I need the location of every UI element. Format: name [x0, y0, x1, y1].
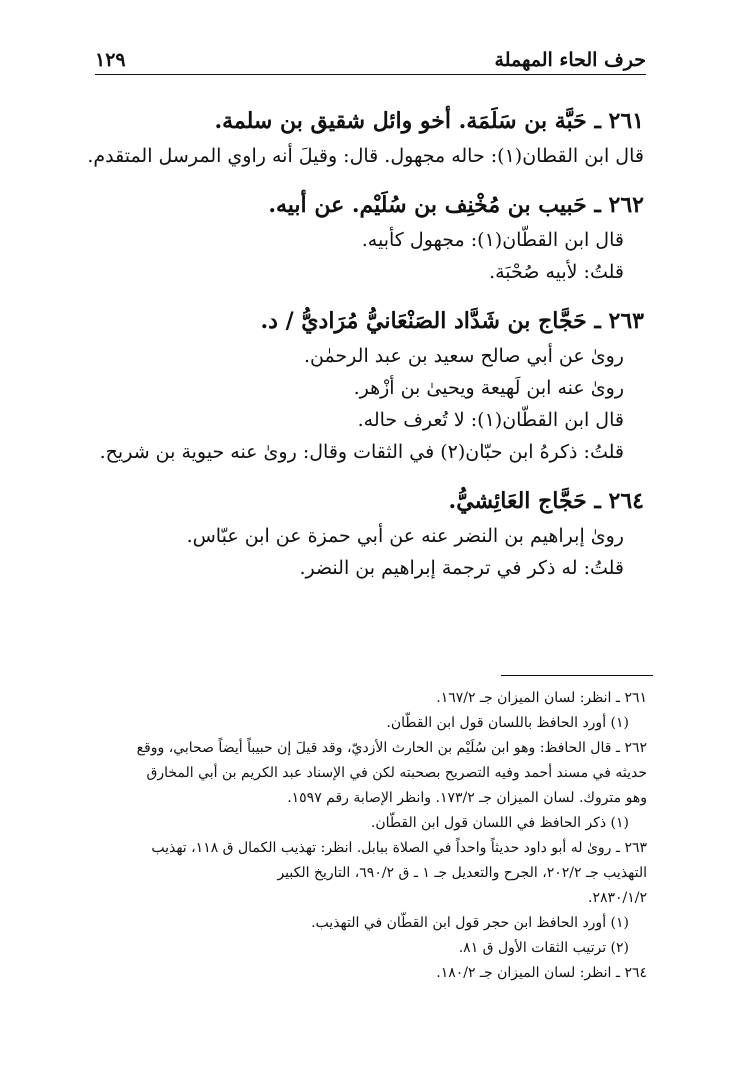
footnote-divider — [501, 675, 653, 676]
footnote: ٢٨٣٠/١/٢. — [587, 890, 647, 906]
entry-line: قال ابن القطان(١): حاله مجهول. قال: وقيلَ أنه راوي المرسل المتقدم. — [87, 145, 644, 167]
footnote: ٢٦٤ ـ انظر: لسان الميزان جـ ١٨٠/٢. — [436, 965, 647, 981]
footnote: التهذيب جـ ٢٠٢/٢، الجرح والتعديل جـ ١ ـ ق ٦٩٠/٢، التاريخ الكبير — [277, 865, 647, 881]
entry-title: ٢٦١ ـ حَبَّة بن سَلَمَة. أخو وائل شقيق بن سلمة. — [214, 108, 644, 134]
footnote: (٢) ترتيب الثقات الأول ق ٨١. — [458, 940, 629, 956]
running-header — [95, 46, 646, 75]
footnote: وهو متروك. لسان الميزان جـ ١٧٣/٢. وانظر الإصابة رقم ١٥٩٧. — [287, 790, 647, 806]
footnote: (١) ذكر الحافظ في اللسان قول ابن القطّان. — [370, 815, 629, 831]
entry-line: قال ابن القطّان(١): لا تُعرف حاله. — [357, 409, 624, 431]
footnotes — [92, 686, 647, 986]
entry-line: روىٰ عنه ابن لَهيعة ويحيىٰ بن أزْهر. — [353, 377, 624, 399]
main-text — [87, 102, 644, 584]
footnote: ٢٦١ ـ انظر: لسان الميزان جـ ١٦٧/٢. — [436, 690, 647, 706]
entry-line: قال ابن القطّان(١): مجهول كأبيه. — [361, 229, 624, 251]
footnote: (١) أورد الحافظ باللسان قول ابن القطّان. — [386, 715, 629, 731]
footnote: ٢٦٢ ـ قال الحافظ: وهو ابن سُلَيْم بن الحارث الأزديّ، وقد قيلَ إن حبيباً أيضاً صحابي، ووقع — [136, 740, 647, 756]
footnote: (١) أورد الحافظ ابن حجر قول ابن القطّان في التهذيب. — [311, 915, 629, 931]
entry-line: قلتُ: له ذكر في ترجمة إبراهيم بن النضر. — [299, 557, 624, 579]
footnote: حديثه في مسند أحمد وفيه التصريح بصحبته لكن في الإسناد عبد الكريم بن أبي المخارق — [146, 765, 647, 781]
entry-line: قلتُ: لأبيه صُحْبَة. — [489, 261, 624, 283]
entry-line: روىٰ إبراهيم بن النضر عنه عن أبي حمزة عن ابن عبّاس. — [186, 525, 624, 547]
page-number: ١٢٩ — [95, 49, 126, 71]
footnote: ٢٦٣ ـ روىٰ له أبو داود حديثاً واحداً في الصلاة ببابل. انظر: تهذيب الكمال ق ١١٨، تهذيب — [151, 840, 647, 856]
entry-title: ٢٦٢ ـ حَبيب بن مُخْنِف بن سُلَيْم. عن أبيه. — [268, 192, 644, 218]
entry-title: ٢٦٤ ـ حَجَّاج العَائِشيُّ. — [448, 488, 644, 514]
entry-line: روىٰ عن أبي صالح سعيد بن عبد الرحمٰن. — [303, 345, 624, 367]
entry-line: قلتُ: ذكرهُ ابن حبّان(٢) في الثقات وقال: روىٰ عنه حيوية بن شريح. — [99, 441, 624, 463]
chapter-title: حرف الحاء المهملة — [494, 49, 646, 71]
entry-title: ٢٦٣ ـ حَجَّاج بن شَدَّاد الصَنْعَانيُّ مُرَاديُّ / د. — [260, 308, 644, 334]
